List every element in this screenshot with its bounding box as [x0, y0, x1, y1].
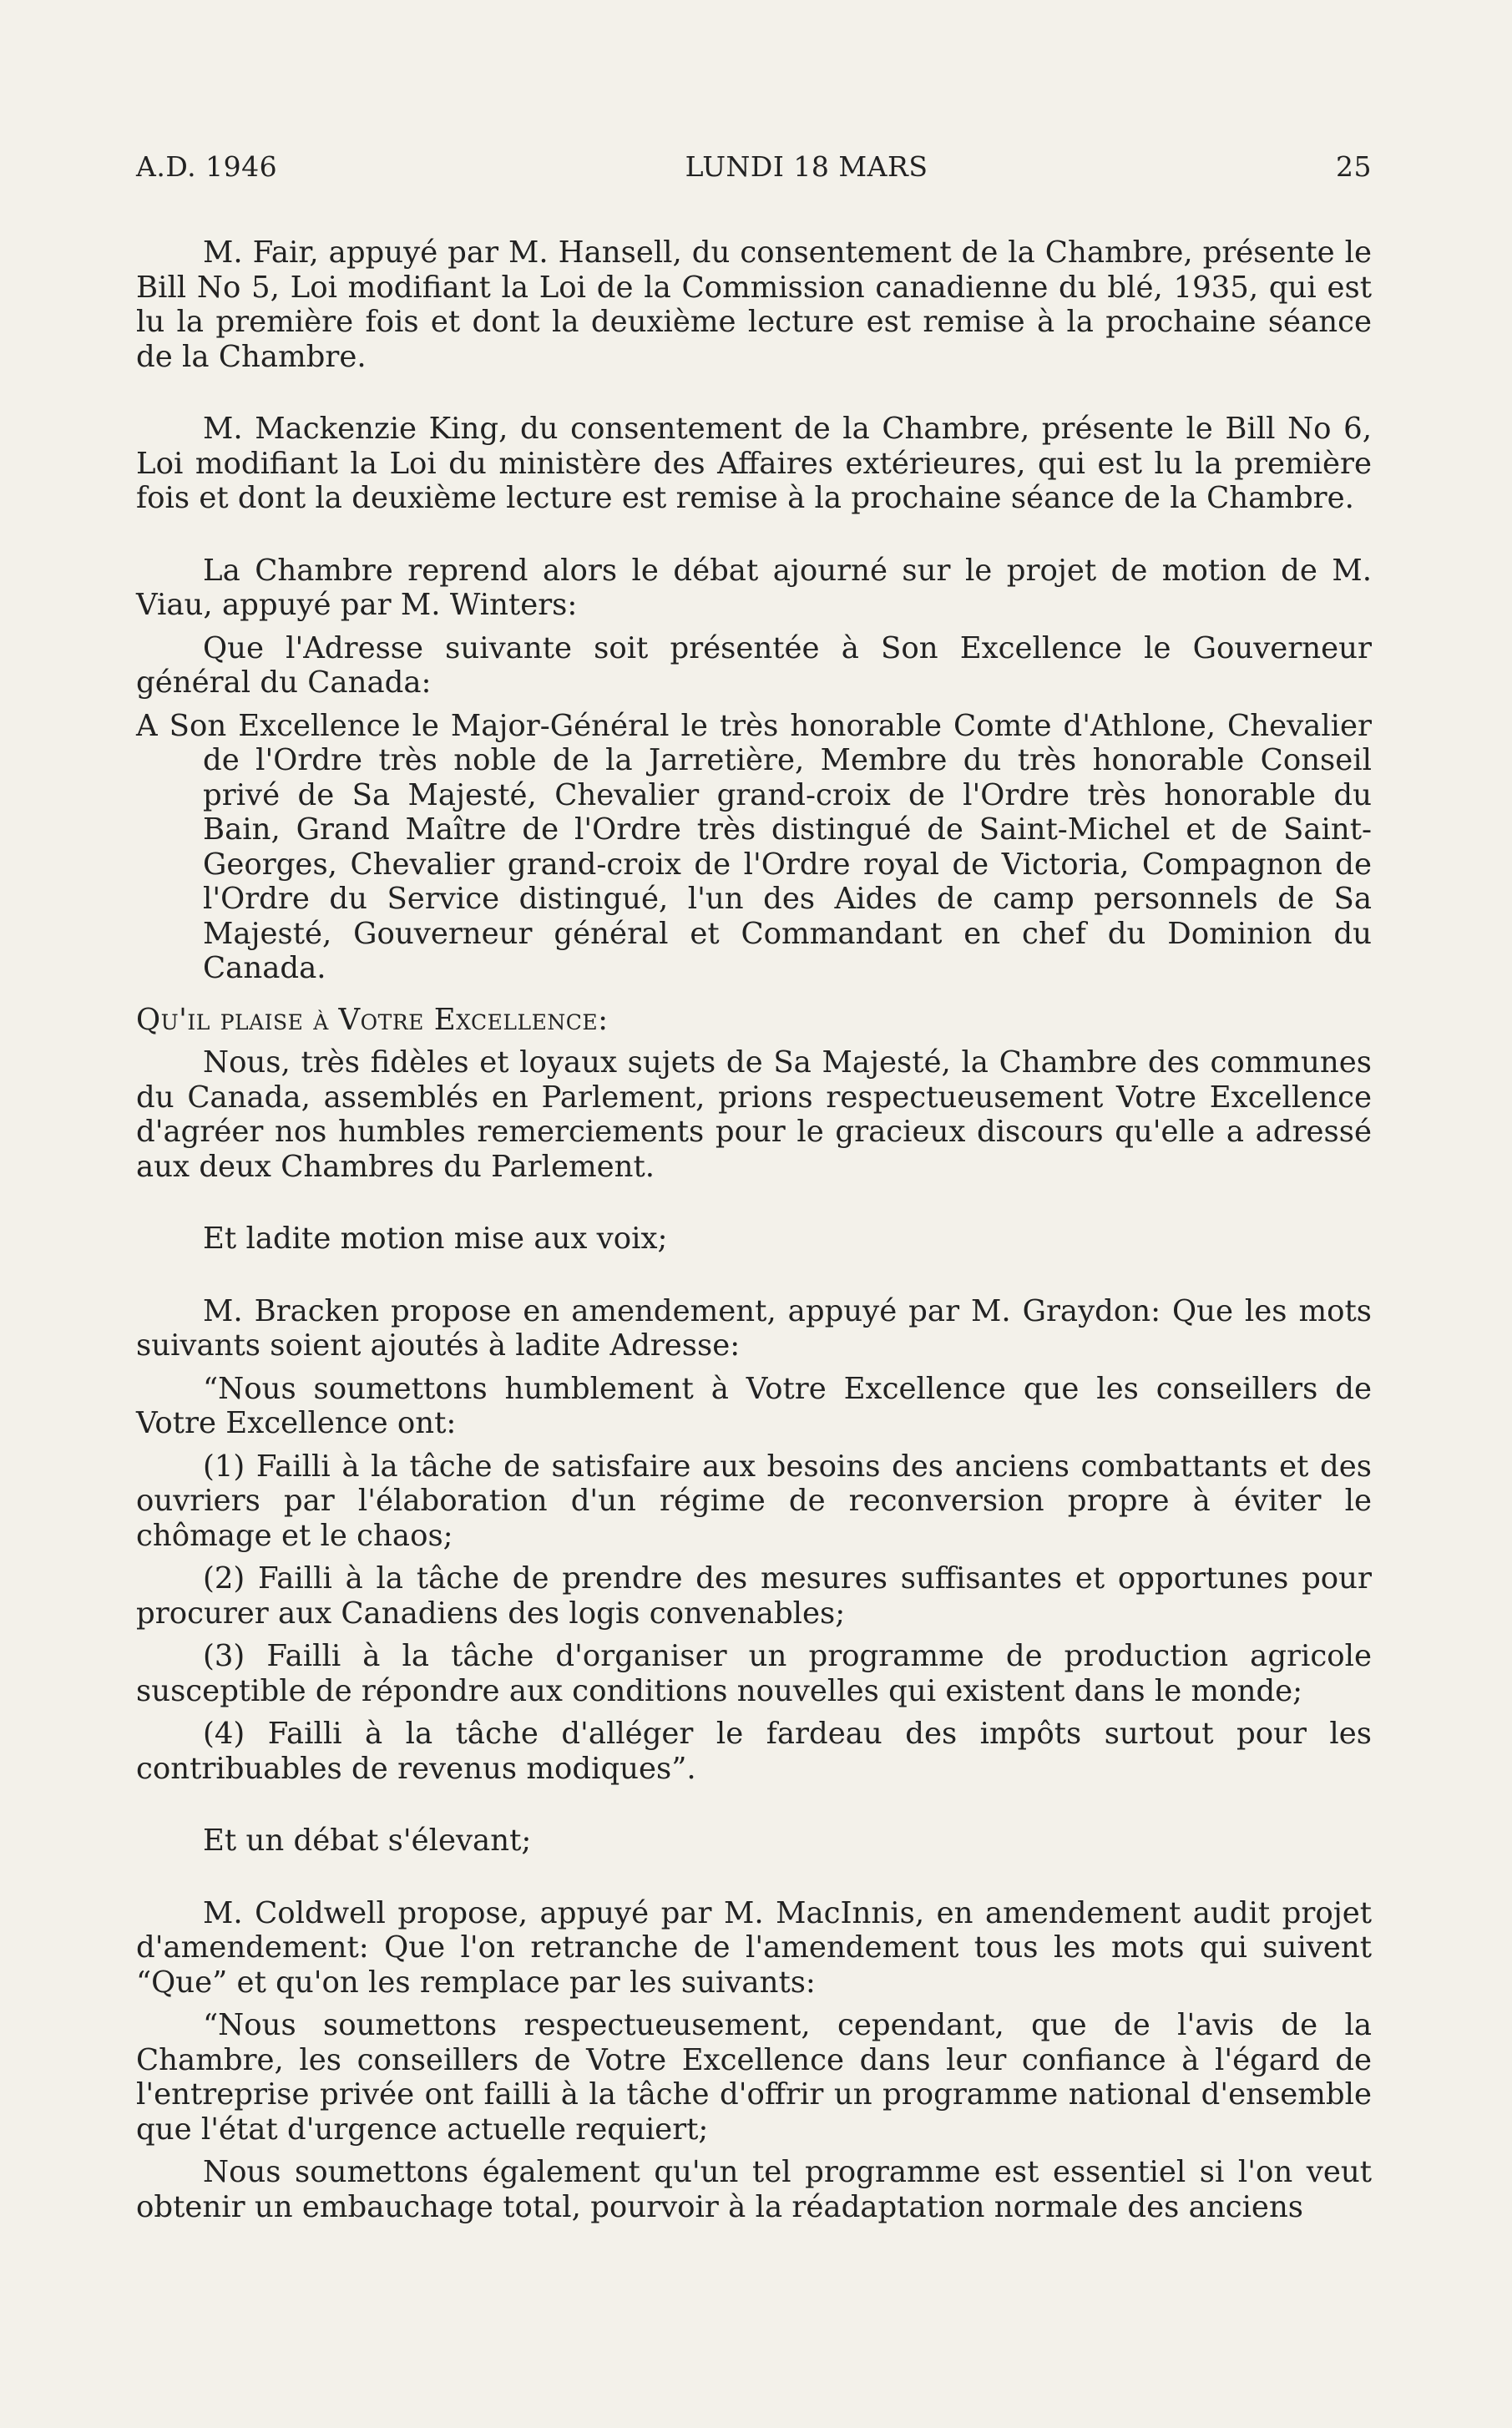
paragraph-address-titles: A Son Excellence le Major-Général le très honorable Comte d'Athlone, Chevalier de l'Ordre très noble de la Jarretière, Membre du très honorable Conseil privé de Sa Majesté, Chevalier grand-croix de l'Ordre très honorable du Bain, Grand Maître de l'Ordre très distingué de Saint-Michel et de Saint-Georges, Chevalier grand-croix de l'Ordre royal de Victoria, Compagnon de l'Ordre du Service distingué, l'un des Aides de camp personnels de Sa Majesté, Gouverneur général et Commandant en chef du Dominion du Canada. — [136, 708, 1372, 985]
paragraph-bracken-amendment: M. Bracken propose en amendement, appuyé par M. Graydon: Que les mots suivants soient ajoutés à ladite Adresse: — [136, 1293, 1372, 1363]
page-header — [136, 150, 1372, 183]
header-year: A.D. 1946 — [136, 150, 278, 183]
paragraph-bill-5: M. Fair, appuyé par M. Hansell, du consentement de la Chambre, présente le Bill No 5, Loi modifiant la Loi de la Commission canadienne du blé, 1935, qui est lu la première fois et dont la deuxième lecture est remise à la prochaine séance de la Chambre. — [136, 235, 1372, 374]
paragraph-amendment-item-4: (4) Failli à la tâche d'alléger le fardeau des impôts surtout pour les contribuables de revenus modiques”. — [136, 1717, 1372, 1786]
paragraph-address-text: Nous, très fidèles et loyaux sujets de Sa Majesté, la Chambre des communes du Canada, assemblés en Parlement, prions respectueusement Votre Excellence d'agréer nos humbles remerciements pour le gracieux discours qu'elle a adressé aux deux Chambres du Parlement. — [136, 1045, 1372, 1184]
paragraph-bill-6: M. Mackenzie King, du consentement de la Chambre, présente le Bill No 6, Loi modifiant la Loi du ministère des Affaires extérieures, qui est lu la première fois et dont la deuxième lecture est remise à la prochaine séance de la Chambre. — [136, 412, 1372, 515]
paragraph-subamendment-text-1: “Nous soumettons respectueusement, cependant, que de l'avis de la Chambre, les conseillers de Votre Excellence dans leur confiance à l'égard de l'entreprise privée ont failli à la tâche d'offrir un programme national d'ensemble que l'état d'urgence actuelle requiert; — [136, 2008, 1372, 2147]
paragraph-salutation: Qu'il plaise à Votre Excellence: — [136, 1002, 609, 1037]
paragraph-amendment-item-2: (2) Failli à la tâche de prendre des mesures suffisantes et opportunes pour procurer aux Canadiens des logis convenables; — [136, 1561, 1372, 1631]
paragraph-subamendment-text-2: Nous soumettons également qu'un tel programme est essentiel si l'on veut obtenir un embauchage total, pourvoir à la réadaptation normale des anciens — [136, 2155, 1372, 2224]
page-number: 25 — [1335, 150, 1372, 183]
paragraph-amendment-item-1: (1) Failli à la tâche de satisfaire aux besoins des anciens combattants et des ouvriers par l'élaboration d'un régime de reconversion propre à éviter le chômage et le chaos; — [136, 1449, 1372, 1553]
journal-body — [136, 235, 1372, 2224]
paragraph-address-motion: Que l'Adresse suivante soit présentée à Son Excellence le Gouverneur général du Canada: — [136, 630, 1372, 700]
paragraph-debate-arising: Et un débat s'élevant; — [203, 1824, 532, 1858]
paragraph-motion-put: Et ladite motion mise aux voix; — [203, 1222, 668, 1256]
header-date: LUNDI 18 MARS — [685, 150, 928, 183]
paragraph-debate-resumed: La Chambre reprend alors le débat ajourné sur le projet de motion de M. Viau, appuyé par M. Winters: — [136, 553, 1372, 622]
paragraph-coldwell-subamendment: M. Coldwell propose, appuyé par M. MacInnis, en amendement audit projet d'amendement: Que l'on retranche de l'amendement tous les mots qui suivent “Que” et qu'on les remplace par les suivants: — [136, 1895, 1372, 2000]
paragraph-amendment-intro: “Nous soumettons humblement à Votre Excellence que les conseillers de Votre Excellence ont: — [136, 1371, 1372, 1440]
paragraph-amendment-item-3: (3) Failli à la tâche d'organiser un programme de production agricole susceptible de répondre aux conditions nouvelles qui existent dans le monde; — [136, 1639, 1372, 1708]
